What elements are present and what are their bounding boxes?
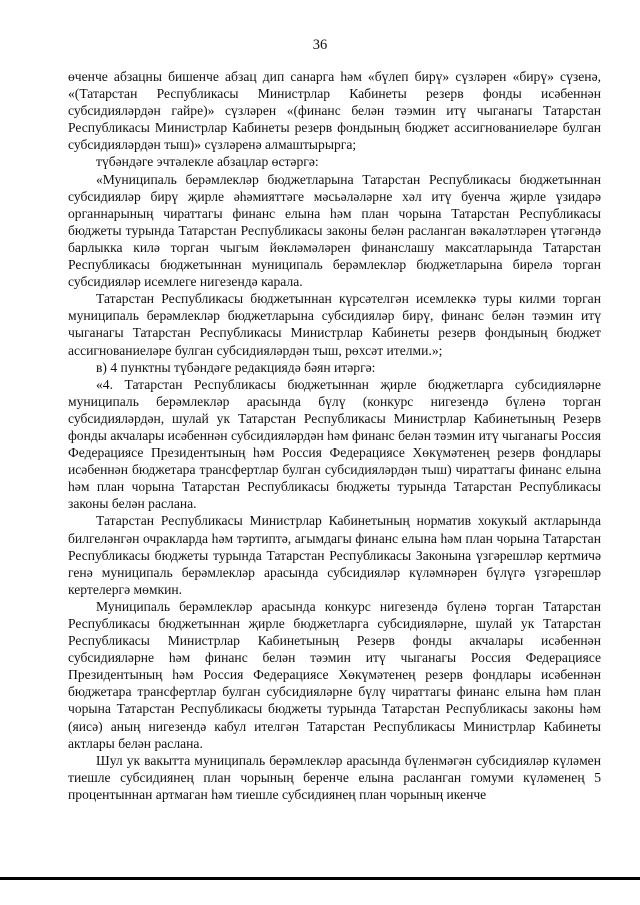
paragraph: «Муниципаль берәмлекләр бюджетларына Татарстан Республикасы бюджетыннан субсидияләр бирү җирле әһәмияттәге мәсьәләләрне хәл итү буенча җирле үзидарә органнарының чираттагы финанс елына һәм план чорына Татарстан Республикасы бюджеты турында Татарстан Республикасы законы белән расланган вәкаләтләрен үтәгәндә барлыкка килә торган чыгым йөкләмәләрен финанслашу максатларында Татарстан Республикасы бюджетыннан муниципаль берәмлекләр бюджетларына бирелә торган субсидияләр исемлеге нигезендә карала. bbox=[68, 171, 601, 290]
page-number: 36 bbox=[312, 37, 328, 53]
paragraph: Муниципаль берәмлекләр арасында конкурс нигезендә бүленә торган Татарстан Республикасы бюджетыннан җирле бюджетларга субсидияләрне, шулай ук Татарстан Республикасы Министрлар Кабинетының Резерв фонды акчалары исәбеннән субсидияләрне һәм финанс белән тәэмин итү чыганагы Россия Федерациясе Президентының һәм Россия Федерациясе Хөкүмәтенең резерв фондлары исәбеннән бюджетара трансфертлар булган субсидияләрне бүлү чираттагы финанс елына һәм план чорына Татарстан Республикасы бюджеты турында Татарстан Республикасы законы һәм (яисә) аның нигезендә кабул ителгән Татарстан Республикасы Министрлар Кабинеты актлары белән раслана. bbox=[68, 598, 601, 751]
scan-edge-rule bbox=[0, 877, 640, 880]
document-body bbox=[68, 68, 601, 803]
paragraph: өченче абзацны бишенче абзац дип санарга һәм «бүлеп бирү» сүзләрен «бирү» сүзенә, «(Татарстан Республикасы Министрлар Кабинеты резерв фонды исәбеннән субсидияләрдән гайре)» сүзләрен «(финанс белән тәэмин итү чыганагы Татарстан Республикасы Министрлар Кабинеты резерв фондының бюджет ассигнованиеләре булган субсидияләрдән тыш)» сүзләренә алмаштырырга; bbox=[68, 69, 601, 153]
paragraph: «4. Татарстан Республикасы бюджетыннан җирле бюджетларга субсидияләрне муниципаль берәмлекләр арасында бүлү (конкурс нигезендә бүленә торган субсидияләрдән, шулай ук Татарстан Республикасы Министрлар Кабинетының Резерв фонды акчалары исәбеннән субсидияләрдән һәм финанс белән тәэмин итү чыганагы Россия Федерациясе Президентының һәм Россия Федерациясе Хөкүмәтенең резерв фондлары исәбеннән бюджетара трансфертлар булган субсидияләрдән тыш) чираттагы финанс елына һәм план чорына Татарстан Республикасы бюджеты турында Татарстан Республикасы законы белән раслана. bbox=[68, 376, 601, 512]
paragraph: Татарстан Республикасы Министрлар Кабинетының норматив хокукый актларында билгеләнгән очракларда һәм тәртиптә, агымдагы финанс елына һәм план чорына Татарстан Республикасы бюджеты турында Татарстан Республикасы Законына үзгәрешләр кертмичә генә муниципаль берәмлекләр арасында субсидияләр күләмнәрен бүлүгә үзгәрешләр кертелергә мөмкин. bbox=[68, 513, 601, 597]
paragraph: Татарстан Республикасы бюджетыннан күрсәтелгән исемлеккә туры килми торган муниципаль берәмлекләр бюджетларына субсидияләр бирү, финанс белән тәэмин итү чыганагы Татарстан Республикасы Министрлар Кабинеты резерв фондының бюджет ассигнованиеләре булган субсидияләрдән тыш, рөхсәт ителми.»; bbox=[68, 291, 601, 358]
paragraph: түбәндәге эчтәлекле абзацлар өстәргә: bbox=[96, 154, 319, 170]
paragraph: Шул ук вакытта муниципаль берәмлекләр арасында бүленмәгән субсидияләр күләмен тиешле субсидиянең план чорының беренче елына расланган гомуми күләменең 5 процентыннан артмаган һәм тиешле субсидиянең план чорының икенче bbox=[68, 752, 601, 802]
paragraph: в) 4 пунктны түбәндәге редакциядә бәян итәргә: bbox=[96, 359, 376, 375]
